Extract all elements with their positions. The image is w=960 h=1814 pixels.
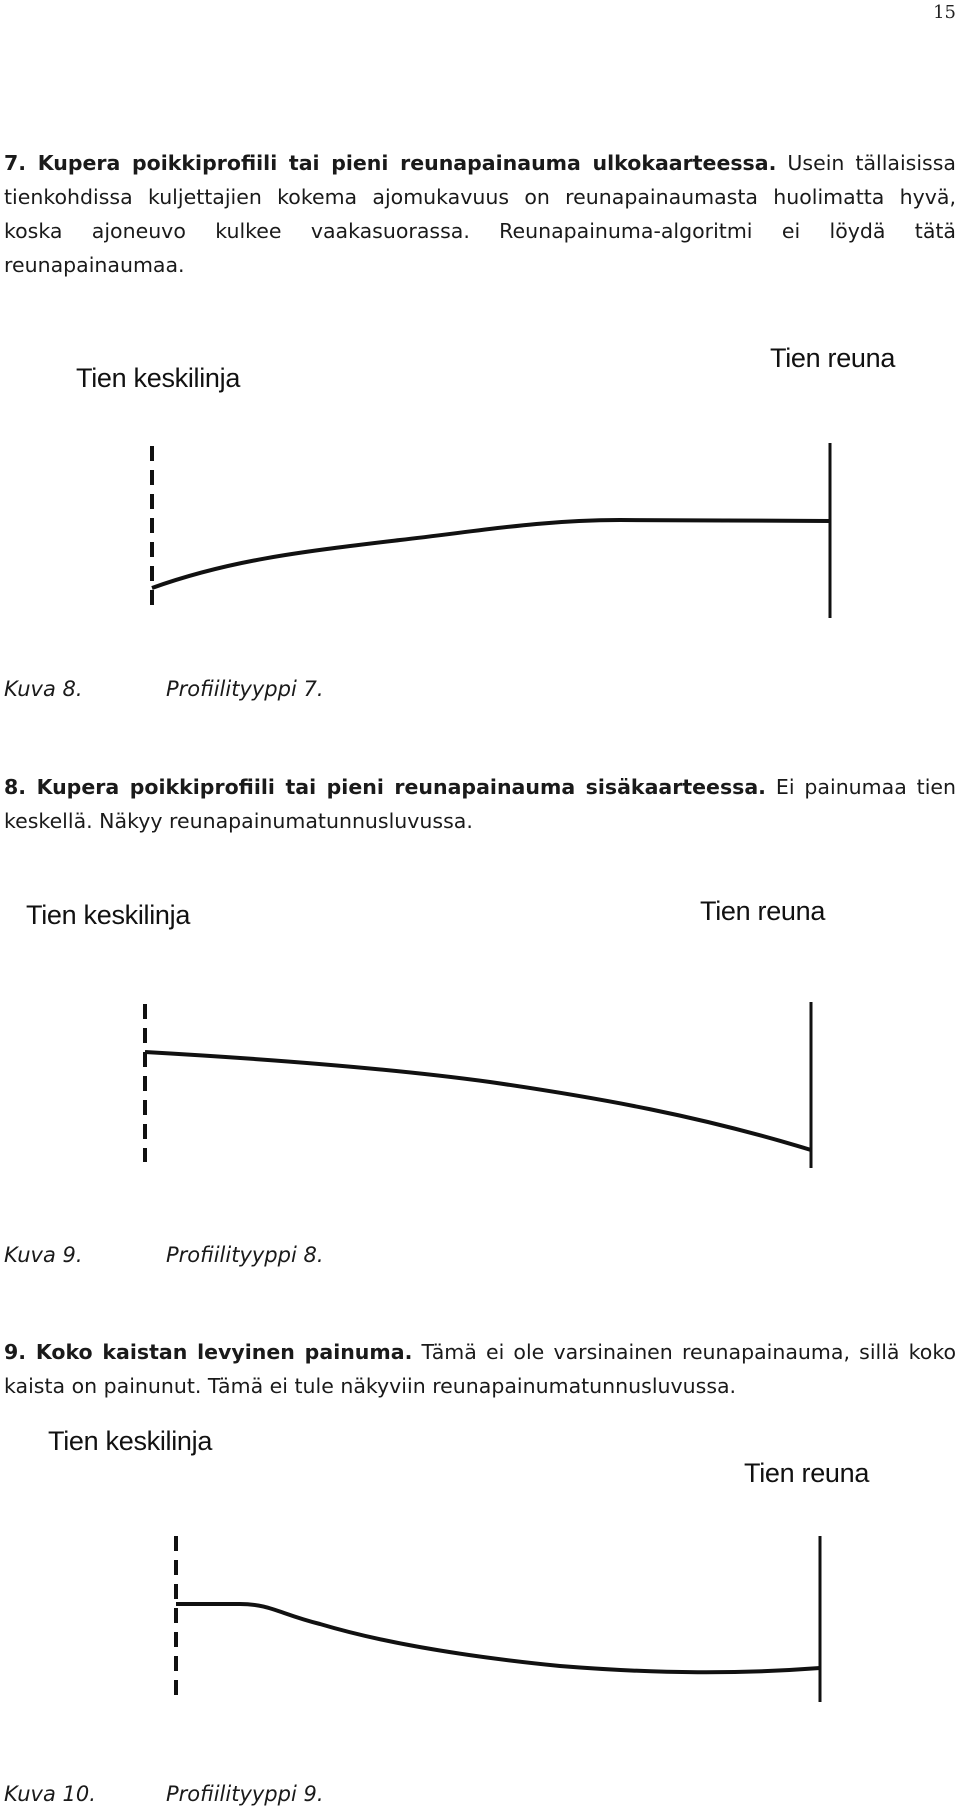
- page-number: 15: [933, 2, 956, 23]
- figure-10-profile-type-9: [0, 1420, 960, 1720]
- figure-9-profile-curve: [145, 1052, 811, 1150]
- figure-10-profile-curve: [176, 1604, 820, 1672]
- figure-10-caption: [4, 1782, 324, 1806]
- figure-8-label-road-edge: Tien reuna: [770, 343, 896, 373]
- figure-8-caption: [4, 677, 324, 701]
- figure-8-label-centerline: Tien keskilinja: [76, 363, 241, 393]
- figure-8-caption-number: Kuva 8.: [4, 677, 83, 701]
- figure-9-label-road-edge: Tien reuna: [700, 896, 826, 926]
- figure-9-profile-drawing: [0, 880, 960, 1180]
- section-7-body: Usein tällaisissa tienkohdissa kuljettajien kokema ajomukavuus on reunapainaumasta huolimatta hyvä, koska ajoneuvo kulkee vaakasuorassa. Reunapainuma-algoritmi ei löydä tätä reunapainaumaa.: [4, 151, 956, 277]
- section-8-body: Ei painumaa tien keskellä. Näkyy reunapainumatunnusluvussa.: [4, 775, 957, 833]
- section-7-paragraph: [4, 146, 956, 282]
- figure-10-profile-drawing: [0, 1420, 960, 1720]
- figure-8-profile-curve: [152, 520, 830, 588]
- figure-9-profile-type-8: [0, 880, 960, 1180]
- figure-9-label-centerline: Tien keskilinja: [26, 900, 191, 930]
- section-9-paragraph: [4, 1335, 956, 1403]
- section-7-heading: 7. Kupera poikkiprofiili tai pieni reunapainauma ulkokaarteessa.: [4, 151, 777, 175]
- figure-10-label-centerline: Tien keskilinja: [48, 1426, 213, 1456]
- section-9-body: Tämä ei ole varsinainen reunapainauma, sillä koko kaista on painunut. Tämä ei tule näkyviin reunapainumatunnusluvussa.: [4, 1340, 956, 1398]
- figure-10-caption-title: Profiilityyppi 9.: [166, 1782, 324, 1806]
- figure-9-caption: [4, 1243, 324, 1267]
- figure-10-label-road-edge: Tien reuna: [744, 1458, 870, 1488]
- figure-9-caption-number: Kuva 9.: [4, 1243, 83, 1267]
- section-8-paragraph: [4, 770, 956, 838]
- section-9-heading: 9. Koko kaistan levyinen painuma.: [4, 1340, 413, 1364]
- figure-8-profile-type-7: [0, 330, 960, 630]
- section-8-heading: 8. Kupera poikkiprofiili tai pieni reunapainauma sisäkaarteessa.: [4, 775, 766, 799]
- figure-8-profile-drawing: [0, 330, 960, 630]
- figure-10-caption-number: Kuva 10.: [4, 1782, 96, 1806]
- figure-8-caption-title: Profiilityyppi 7.: [166, 677, 324, 701]
- figure-9-caption-title: Profiilityyppi 8.: [166, 1243, 324, 1267]
